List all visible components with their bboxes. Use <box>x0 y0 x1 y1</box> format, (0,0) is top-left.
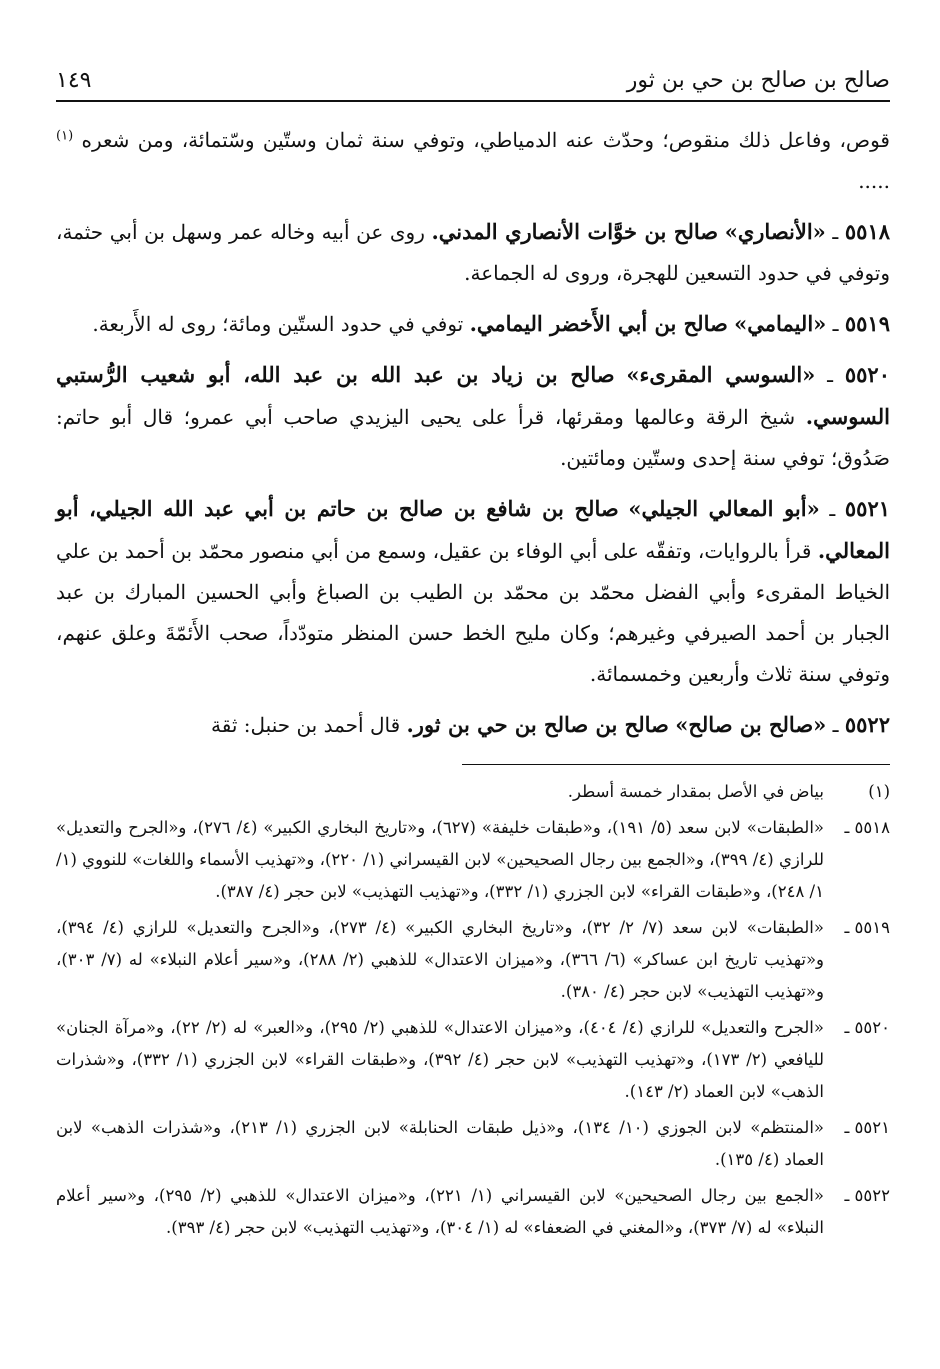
entry-nisba: «السوسي المقرىء» <box>626 362 816 387</box>
footnote <box>56 812 890 908</box>
entry-text: قال أحمد بن حنبل: ثقة <box>211 713 401 737</box>
footnote-text: «المنتظم» لابن الجوزي (١٠/ ١٣٤)، و«ذيل طبقات الحنابلة» لابن الجزري (١/ ٢١٣)، و«شذرات الذهب» لابن العماد (٤/ ١٣٥). <box>56 1118 825 1169</box>
entry-text: شيخ الرقة وعالمها ومقرئها، قرأ على يحيى اليزيدي صاحب أبي عمرو؛ قال أبو حاتم: صَدُوق؛ توفي سنة إحدى وستّين ومائتين. <box>56 405 890 470</box>
footnote-text: بياض في الأصل بمقدار خمسة أسطر. <box>567 782 824 801</box>
footnote <box>56 1180 890 1244</box>
biography-entry: ٥٥١٨ ـ «الأنصاري» صالح بن خوَّات الأنصاري المدني. روى عن أبيه وخاله عمر وسهل بن أبي حثمة، وتوفي في حدود التسعين للهجرة، وروى له الجماعة. <box>56 219 891 285</box>
ellipsis: ..... <box>858 169 890 193</box>
biography-entry: ٥٥٢٠ ـ «السوسي المقرىء» صالح بن زياد بن عبد الله بن عبد الله، أبو شعيب الرُّستبي السوسي. شيخ الرقة وعالمها ومقرئها، قرأ على يحيى اليزيدي صاحب أبي عمرو؛ قال أبو حاتم: صَدُوق؛ توفي سنة إحدى وستّين ومائتين. <box>56 362 891 470</box>
entry-number: ٥٥٢١ <box>844 496 891 521</box>
footnote <box>56 1012 890 1108</box>
entry-name: صالح بن أبي الأَخضر اليمامي. <box>469 311 728 336</box>
footnote-text: «الجمع بين رجال الصحيحين» لابن القيسراني (١/ ٢٢١)، و«ميزان الاعتدال» للذهبي (٢/ ٢٩٥)، و«سير أعلام النبلاء» له (٧/ ٣٧٣)، و«المغني في الضعفاء» له (١/ ٣٠٤)، و«تهذيب التهذيب» لابن حجر (٤/ ٣٩٣). <box>56 1186 824 1237</box>
footnote-separator <box>462 764 890 765</box>
entry-name: صالح بن خوَّات الأنصاري المدني. <box>431 219 719 244</box>
footnote-mark: (١) <box>868 782 890 801</box>
entry-nisba: «أبو المعالي الجيلي» <box>628 496 820 521</box>
footnote-text: «الجرح والتعديل» للرازي (٤/ ٤٠٤)، و«ميزان الاعتدال» للذهبي (٢/ ٢٩٥)، و«العبر» له (٢/ ٢٢)، و«مرآة الجنان» لليافعي (٢/ ١٧٣)، و«تهذيب التهذيب» لابن حجر (٤/ ٣٩٢)، و«طبقات القراء» لابن الجزري (١/ ٣٣٢)، و«شذرات الذهب» لابن العماد (٢/ ١٤٣). <box>56 1018 824 1101</box>
footnotes <box>56 776 890 1248</box>
footnote-mark: ٥٥٢١ ـ <box>844 1118 890 1137</box>
entry-text: قرأ بالروايات، وتفقّه على أبي الوفاء بن عقيل، وسمع من أبي منصور محمّد بن أحمد بن علي الخياط المقرىء وأبي الفضل محمّد بن محمّد بن الطيب بن الصباغ وأبي الحسين المبارك بن عبد الجبار بن أحمد الصيرفي وغيرهم؛ وكان مليح الخط حسن المنظر متودّداً، صحب الأَئمّةَ وعلق عنهم، وتوفي سنة ثلاث وأربعين وخمسمائة. <box>56 539 890 686</box>
footnote-reference: (١) <box>56 128 74 144</box>
biography-entry: ٥٥١٩ ـ «اليمامي» صالح بن أبي الأَخضر اليمامي. توفي في حدود الستّين ومائة؛ روى له الأَربعة. <box>92 311 890 336</box>
entry-text: روى عن أبيه وخاله عمر وسهل بن أبي حثمة، وتوفي في حدود التسعين للهجرة، وروى له الجماعة. <box>56 220 890 285</box>
entry-nisba: «الأنصاري» <box>724 219 826 244</box>
footnote <box>56 1112 890 1176</box>
footnote-mark: ٥٥٢٠ ـ <box>844 1018 890 1037</box>
footnote-text: «الطبقات» لابن سعد (٧/ ٢/ ٣٢)، و«تاريخ البخاري الكبير» (٤/ ٢٧٣)، و«الجرح والتعديل» للرازي (٤/ ٣٩٤)، و«تهذيب تاريخ ابن عساكر» (٦/ ٣٦٦)، و«ميزان الاعتدال» للذهبي (٢/ ٢٨٨)، و«سير أعلام النبلاء» له (٧/ ٣٠٣)، و«تهذيب التهذيب» لابن حجر (٤/ ٣٨٠). <box>56 918 825 1001</box>
entry-nisba: «اليمامي» <box>734 311 827 336</box>
biography-entry: ٥٥٢٢ ـ «صالح بن صالح» صالح بن صالح بن حي بن ثور. قال أحمد بن حنبل: ثقة <box>211 712 890 737</box>
entry-name: صالح بن صالح بن حي بن ثور. <box>406 712 669 737</box>
footnote-mark: ٥٥١٨ ـ <box>844 818 890 837</box>
entry-name: صالح بن زياد بن عبد الله بن عبد الله، أبو شعيب الرُّستبي السوسي. <box>56 362 891 429</box>
entry-number: ٥٥١٨ <box>844 219 891 244</box>
running-title: صالح بن صالح بن حي بن ثور <box>626 68 890 93</box>
entry-number: ٥٥٢٢ <box>844 712 890 737</box>
biography-entry: ٥٥٢١ ـ «أبو المعالي الجيلي» صالح بن شافع بن صالح بن حاتم بن أبي عبد الله الجيلي، أبو المعالي. قرأ بالروايات، وتفقّه على أبي الوفاء بن عقيل، وسمع من أبي منصور محمّد بن أحمد بن علي الخياط المقرىء وأبي الفضل محمّد بن محمّد بن الطيب بن الصباغ وأبي الحسين المبارك بن عبد الجبار بن أحمد الصيرفي وغيرهم؛ وكان مليح الخط حسن المنظر متودّداً، صحب الأَئمّةَ وعلق عنهم، وتوفي سنة ثلاث وأربعين وخمسمائة. <box>56 496 891 686</box>
entry-name: صالح بن شافع بن صالح بن حاتم بن أبي عبد الله الجيلي، أبو المعالي. <box>56 496 890 563</box>
continuation-text: قوص، وفاعل ذلك منقوص؛ وحدّث عنه الدمياطي، وتوفي سنة ثمان وستّين وسّتمائة، ومن شعره <box>81 128 890 152</box>
footnote <box>56 776 890 808</box>
main-text <box>56 120 890 755</box>
footnote-mark: ٥٥٢٢ ـ <box>844 1186 890 1205</box>
continuation-paragraph <box>56 120 890 202</box>
entry-number: ٥٥٢٠ <box>844 362 890 387</box>
entry-text: توفي في حدود الستّين ومائة؛ روى له الأَربعة. <box>92 312 464 336</box>
footnote-mark: ٥٥١٩ ـ <box>844 918 890 937</box>
footnote-text: «الطبقات» لابن سعد (٥/ ١٩١)، و«طبقات خليفة» (٦٢٧)، و«تاريخ البخاري الكبير» (٤/ ٢٧٦)، و«الجرح والتعديل» للرازي (٤/ ٣٩٩)، و«الجمع بين رجال الصحيحين» لابن القيسراني (١/ ٢٢٠)، و«تهذيب الأسماء واللغات» للنووي (١/ ١/ ٢٤٨)، و«طبقات القراء» لابن الجزري (١/ ٣٣٢)، و«تهذيب التهذيب» لابن حجر (٤/ ٣٨٧). <box>56 818 825 901</box>
entry-nisba: «صالح بن صالح» <box>675 712 827 737</box>
footnote <box>56 912 890 1008</box>
page-header <box>56 58 890 102</box>
page-number: ١٤٩ <box>56 68 92 93</box>
entry-number: ٥٥١٩ <box>844 311 890 336</box>
